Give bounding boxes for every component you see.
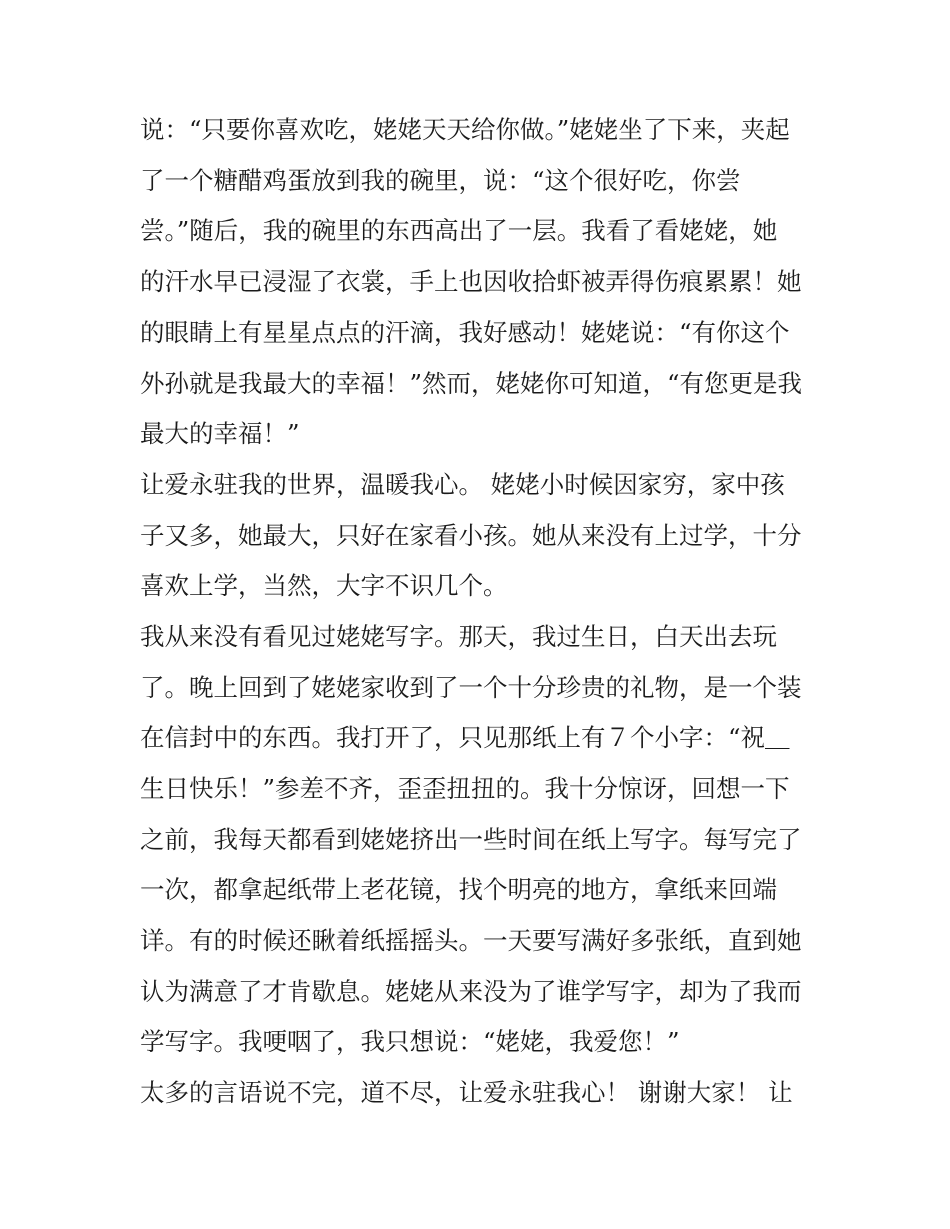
text-line: 说：“只要你喜欢吃，姥姥天天给你做。”姥姥坐了下来，夹起 [140,115,790,144]
text-line: 在信封中的东西。我打开了，只见那纸上有７个小字：“祝＿ [140,723,790,752]
text-line: 让爱永驻我的世界，温暖我心。 姥姥小时候因家穷，家中孩 [140,470,785,499]
text-line: 学写字。我哽咽了，我只想说：“姥姥，我爱您！” [140,1027,680,1056]
text-line: 尝。”随后，我的碗里的东西高出了一层。我看了看姥姥，她 [140,216,778,245]
text-line: 的眼睛上有星星点点的汗滴，我好感动！姥姥说：“有你这个 [140,318,790,347]
text-line: 了一个糖醋鸡蛋放到我的碗里，说：“这个很好吃，你尝 [140,166,741,195]
text-line: 最大的幸福！” [140,419,300,448]
text-line: 喜欢上学，当然，大字不识几个。 [140,571,508,600]
text-line: 子又多，她最大，只好在家看小孩。她从来没有上过学，十分 [140,521,802,550]
text-line: 太多的言语说不完，道不尽，让爱永驻我心！ 谢谢大家！ 让 [140,1078,793,1107]
text-line: 认为满意了才肯歇息。姥姥从来没为了谁学写字，却为了我而 [140,977,802,1006]
text-line: 的汗水早已浸湿了衣裳，手上也因收拾虾被弄得伤痕累累！她 [140,267,802,296]
text-line: 之前，我每天都看到姥姥挤出一些时间在纸上写字。每写完了 [140,825,802,854]
text-line: 生日快乐！”参差不齐，歪歪扭扭的。我十分惊讶，回想一下 [140,774,790,803]
text-line: 外孙就是我最大的幸福！”然而，姥姥你可知道，“有您更是我 [140,369,803,398]
text-line: 详。有的时候还瞅着纸摇摇头。一天要写满好多张纸，直到她 [140,926,802,955]
text-line: 我从来没有看见过姥姥写字。那天，我过生日，白天出去玩 [140,622,777,651]
text-line: 一次，都拿起纸带上老花镜，找个明亮的地方，拿纸来回端 [140,875,777,904]
text-line: 了。晚上回到了姥姥家收到了一个十分珍贵的礼物，是一个装 [140,673,802,702]
